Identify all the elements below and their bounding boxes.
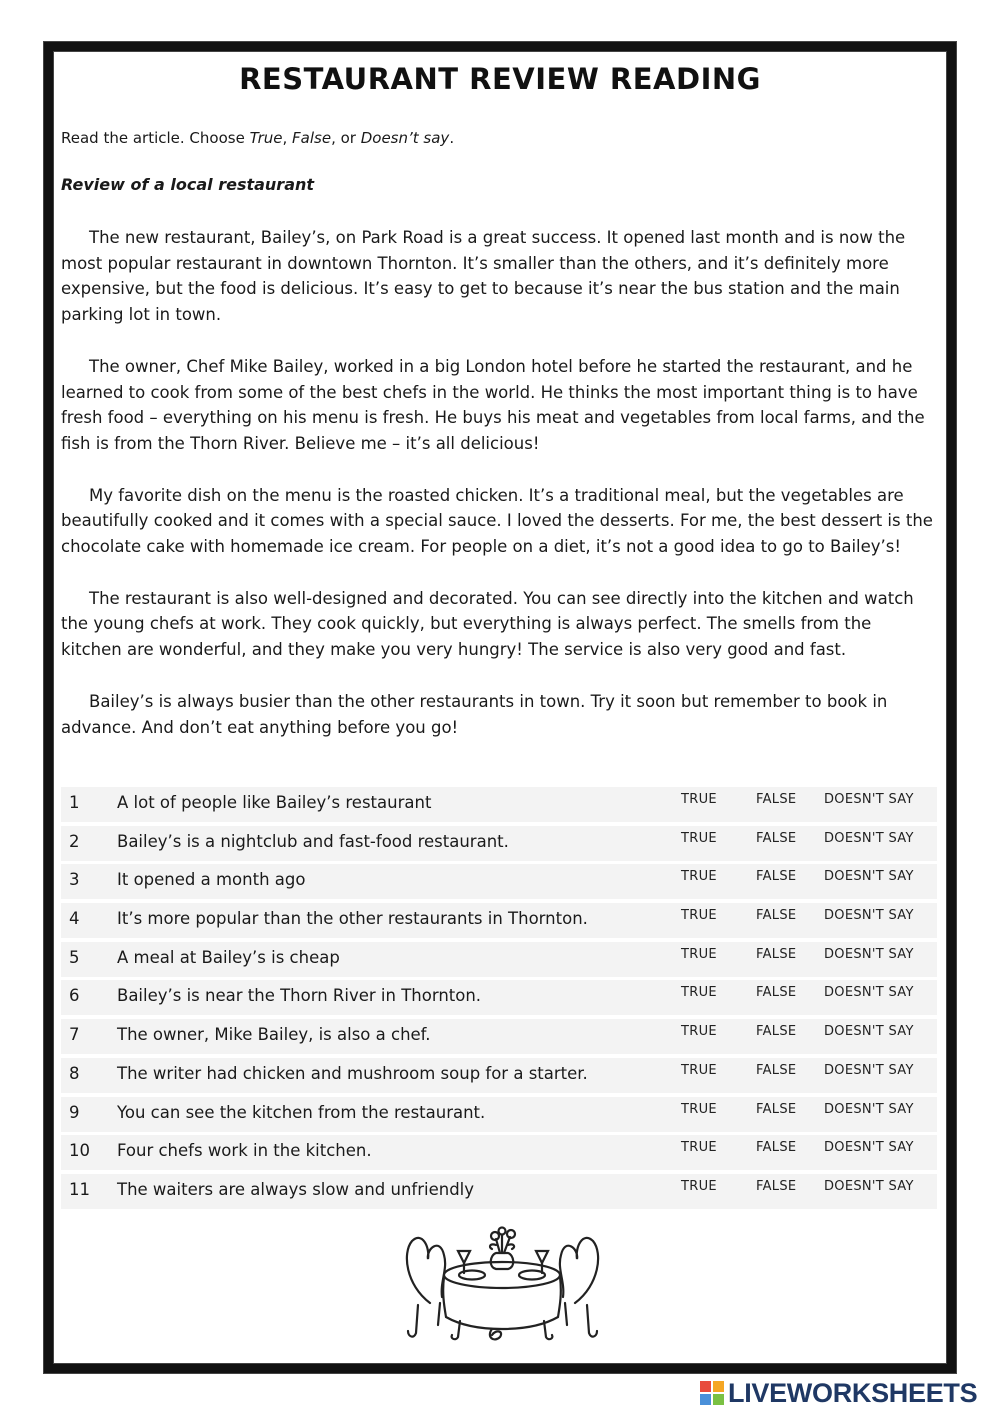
question-number: 11	[69, 1179, 90, 1199]
option-true[interactable]: TRUE	[681, 946, 717, 962]
logo-square	[713, 1394, 724, 1405]
option-true[interactable]: TRUE	[681, 1101, 717, 1117]
question-number: 4	[69, 909, 80, 929]
option-false[interactable]: FALSE	[756, 1140, 797, 1156]
question-text: A lot of people like Bailey’s restaurant	[117, 793, 432, 812]
option-false[interactable]: FALSE	[756, 908, 797, 924]
option-doesnt-say[interactable]: DOESN'T SAY	[824, 1062, 914, 1078]
question-text: It opened a month ago	[117, 870, 306, 890]
option-false[interactable]: FALSE	[756, 1178, 797, 1194]
question-row	[61, 826, 937, 861]
question-row	[61, 1019, 937, 1054]
question-row	[61, 903, 937, 938]
question-number: 1	[69, 793, 80, 812]
option-doesnt-say[interactable]: DOESN'T SAY	[824, 1024, 914, 1040]
question-number: 7	[69, 1025, 80, 1045]
liveworksheets-logo	[700, 1378, 977, 1408]
option-false[interactable]: FALSE	[756, 1062, 797, 1078]
option-false[interactable]: FALSE	[756, 1024, 797, 1040]
question-row	[61, 942, 937, 977]
option-true[interactable]: TRUE	[681, 1178, 717, 1194]
question-text: Four chefs work in the kitchen.	[117, 1141, 372, 1161]
article-paragraph: The restaurant is also well-designed and decorated. You can see directly into the kitchen and watch the young chefs at work. They cook quickly, but everything is always perfect. The smells from the kitchen are wonderful, and they make you very hungry! The service is also very good and fast.	[61, 588, 914, 660]
article-paragraph: Bailey’s is always busier than the other restaurants in town. Try it soon but remember to book in advance. And don’t eat anything before you go!	[61, 691, 888, 737]
question-number: 9	[69, 1102, 80, 1122]
restaurant-table-illustration	[400, 1225, 605, 1350]
question-text: The writer had chicken and mushroom soup for a starter.	[117, 1063, 588, 1083]
question-number: 2	[69, 831, 80, 851]
questions-table	[61, 787, 937, 1213]
option-false[interactable]: FALSE	[756, 1101, 797, 1117]
option-true[interactable]: TRUE	[681, 908, 717, 924]
option-doesnt-say[interactable]: DOESN'T SAY	[824, 985, 914, 1001]
article-paragraph: My favorite dish on the menu is the roasted chicken. It’s a traditional meal, but the vegetables are beautifully cooked and it comes with a special sauce. I loved the desserts. For me, the best dessert is the chocolate cake with homemade ice cream. For people on a diet, it’s not a good idea to go to Bailey’s!	[61, 485, 933, 557]
option-false[interactable]: FALSE	[756, 946, 797, 962]
option-true[interactable]: TRUE	[681, 1024, 717, 1040]
question-number: 5	[69, 947, 80, 967]
option-doesnt-say[interactable]: DOESN'T SAY	[824, 830, 914, 846]
page-title: RESTAURANT REVIEW READING	[239, 62, 761, 96]
question-number: 3	[69, 870, 80, 890]
question-text: A meal at Bailey’s is cheap	[117, 947, 340, 967]
question-text: You can see the kitchen from the restaurant.	[117, 1102, 486, 1122]
option-doesnt-say[interactable]: DOESN'T SAY	[824, 1101, 914, 1117]
question-row	[61, 1097, 937, 1132]
option-false[interactable]: FALSE	[756, 830, 797, 846]
option-doesnt-say[interactable]: DOESN'T SAY	[824, 1140, 914, 1156]
question-text: The owner, Mike Bailey, is also a chef.	[117, 1025, 431, 1045]
question-row	[61, 1135, 937, 1170]
option-false[interactable]: FALSE	[756, 985, 797, 1001]
article-subtitle: Review of a local restaurant	[61, 175, 315, 194]
article-body	[61, 225, 935, 766]
option-true[interactable]: TRUE	[681, 792, 717, 807]
question-number: 8	[69, 1063, 80, 1083]
question-text: It’s more popular than the other restaurants in Thornton.	[117, 909, 588, 929]
instructions: Read the article. Choose True, False, or Doesn’t say.	[61, 129, 455, 147]
question-text: Bailey’s is a nightclub and fast-food restaurant.	[117, 831, 509, 851]
option-doesnt-say[interactable]: DOESN'T SAY	[824, 792, 914, 807]
option-doesnt-say[interactable]: DOESN'T SAY	[824, 946, 914, 962]
option-doesnt-say[interactable]: DOESN'T SAY	[824, 869, 914, 885]
option-true[interactable]: TRUE	[681, 1062, 717, 1078]
question-number: 10	[69, 1141, 90, 1161]
option-true[interactable]: TRUE	[681, 1140, 717, 1156]
logo-text: LIVEWORKSHEETS	[728, 1377, 978, 1408]
option-false[interactable]: FALSE	[756, 792, 797, 807]
question-number: 6	[69, 986, 80, 1006]
option-true[interactable]: TRUE	[681, 985, 717, 1001]
option-true[interactable]: TRUE	[681, 830, 717, 846]
question-row	[61, 1174, 937, 1209]
option-doesnt-say[interactable]: DOESN'T SAY	[824, 908, 914, 924]
question-row	[61, 1058, 937, 1093]
article-paragraph: The owner, Chef Mike Bailey, worked in a big London hotel before he started the restaurant, and he learned to cook from some of the best chefs in the world. He thinks the most important thing is to have fresh food – everything on his menu is fresh. He buys his meat and vegetables from local farms, and the fish is from the Thorn River. Believe me – it’s all delicious!	[61, 356, 925, 453]
option-doesnt-say[interactable]: DOESN'T SAY	[824, 1178, 914, 1194]
question-row	[61, 787, 937, 822]
logo-square	[713, 1381, 724, 1392]
option-true[interactable]: TRUE	[681, 869, 717, 885]
article-paragraph: The new restaurant, Bailey’s, on Park Road is a great success. It opened last month and is now the most popular restaurant in downtown Thornton. It’s smaller than the others, and it’s definitely more expensive, but the food is delicious. It’s easy to get to because it’s near the bus station and the main parking lot in town.	[61, 228, 906, 325]
logo-square	[700, 1394, 711, 1405]
question-text: Bailey’s is near the Thorn River in Thornton.	[117, 986, 482, 1006]
question-text: The waiters are always slow and unfriendly	[117, 1179, 475, 1199]
question-row	[61, 980, 937, 1015]
option-false[interactable]: FALSE	[756, 869, 797, 885]
logo-square	[700, 1381, 711, 1392]
question-row	[61, 864, 937, 899]
logo-icon	[700, 1381, 724, 1405]
